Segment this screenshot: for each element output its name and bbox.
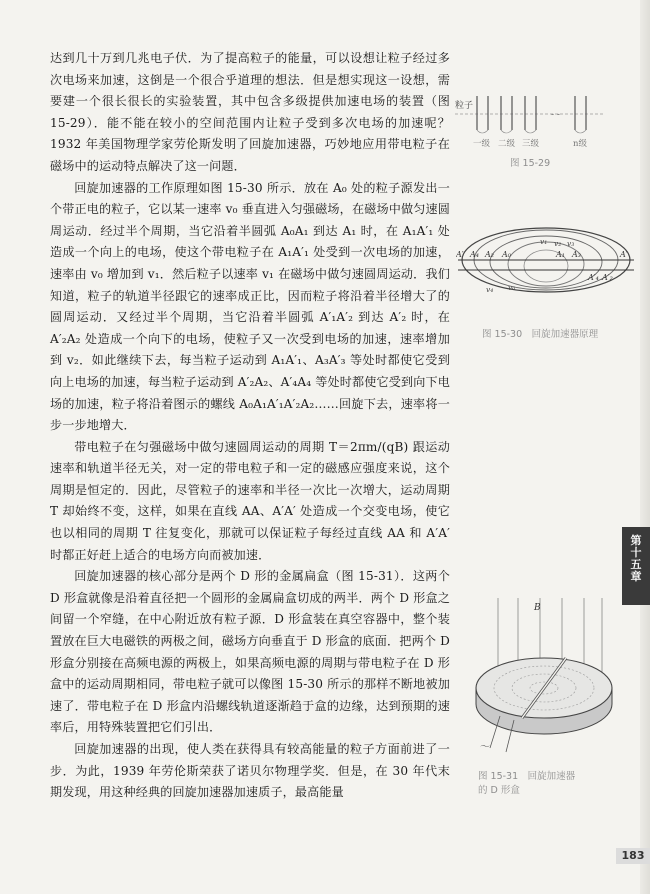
fig30-label-v2: v₂ [554,239,562,248]
svg-text:- -: - - [551,110,560,120]
chapter-tab-char-3: 五 [630,558,642,571]
chapter-tab-char-2: 十 [630,546,642,559]
chapter-tab-char-4: 章 [630,570,642,583]
fig30-label-v0: v₀ [508,283,516,292]
fig30-label-a0: A₀ [502,250,511,259]
fig30-label-a2: A₂ [485,250,494,259]
figure-15-30-diagram [456,222,636,322]
fig29-particle-label: 粒子 [455,101,474,111]
chapter-side-tab [622,527,650,605]
fig30-label-v4: v₄ [486,285,494,294]
fig29-stage-2: 二级 [498,139,516,148]
fig30-label-v1: v₁ [540,237,548,246]
fig30-label-a-prime-left: A′ [456,250,464,259]
fig30-label-a-prime-right: A′ [620,250,628,259]
chapter-tab-char-1: 第 [630,534,642,547]
paragraph-2: 回旋加速器的工作原理如图 15-30 所示．放在 A₀ 处的粒子源发出一个带正电的粒子，它以某一速率 v₀ 垂直进入匀强磁场，在磁场中做匀速圆周运动．经过半个周期，当它沿着半圆弧 A₀A₁ 到达 A₁ 时，在 A₁A′₁ 处造成一个向上的电场，使这个带电粒子在 A₁A′₁ 处受到一次电场的加速，速率由 v₀ 增加到 v₁．然后粒子以速率 v₁ 在磁场中做匀速圆周运动．我们知道，粒子的轨道半径跟它的速率成正比，因而粒子将沿着半径增大了的圆周运动．又经过半个周期，当它沿着半圆弧 A′₁A′₂ 到达 A′₂ 时，在 A′₂A₂ 处造成一个向下的电场，使粒子又一次受到电场的加速，速率增加到 v₂．如此继续下去，每当粒子运动到 A₁A′₁、A₃A′₃ 等处时都使它受到向上电场的加速，每当粒子运动到 A′₂A₂、A′₄A₄ 等处时都使它受到向下电场的加速，粒子将沿着图示的螺线 A₀A₁A′₁A′₂A₂……回旋下去，速率将一步一步地增大． [50,180,450,433]
page-number: 183 [616,848,650,864]
paragraph-3: 带电粒子在匀强磁场中做匀速圆周运动的周期 T＝2πm/(qB) 跟运动速率和轨道半径无关，对一定的带电粒子和一定的磁感应强度来说，这个周期是恒定的．因此，尽管粒子的速率和半径一次比一次增大，运动周期 T 却始终不变，这样，如果在直线 AA、A′A′ 处造成一个交变电场，使它也以相同的周期 T 往复变化，那就可以保证粒子每经过直线 AA 和 A′A′ 时都正好赶上适合的电场方向而被加速． [50,439,450,562]
fig31-source-symbol: ～ [480,742,490,753]
figure-15-29-diagram [455,92,615,148]
figure-15-30-caption: 图 15-30 回旋加速器原理 [482,329,599,340]
page-edge-strip [640,0,650,894]
paragraph-5: 回旋加速器的出现，使人类在获得具有较高能量的粒子方面前进了一步．为此，1939 年劳伦斯荣获了诺贝尔物理学奖．但是，在 30 年代末期发现，用这种经典的回旋加速器加速质子，最高能量 [50,742,450,800]
fig29-stage-1: 一级 [473,139,491,148]
fig30-label-a4-prime: A′₄ [588,273,599,282]
figure-15-31-caption-line-2: 的 D 形盒 [478,785,520,796]
main-text-column [50,48,450,804]
figure-15-31-caption-line-1: 图 15-31 回旋加速器 [478,771,576,782]
fig30-label-a1: A₁ [556,250,565,259]
paragraph-1: 达到几十万到几兆电子伏．为了提高粒子的能量，可以设想让粒子经过多次电场来加速，这倒是一个很合乎道理的想法．但是想实现这一设想，需要建一个很长很长的实验装置，其中包含多级提供加速电场的装置（图 15-29）．能不能在较小的空间范围内让粒子受到多次电场的加速呢？1932 年美国物理学家劳伦斯发明了回旋加速器，巧妙地应用带电粒子在磁场中的运动特点解决了这一问题． [50,51,450,173]
fig31-field-label: B [534,603,541,613]
paragraph-4: 回旋加速器的核心部分是两个 D 形的金属扁盒（图 15-31）．这两个 D 形盒就像是沿着直径把一个圆形的金属扁盒切成的两半．两个 D 形盒之间留一个窄缝，在中心附近放有粒子源．D 形盒装在真空容器中，整个装置放在巨大电磁铁的两极之间，磁场方向垂直于 D 形盒的底面．把两个 D 形盒分别接在高频电源的两极上，如果高频电源的周期与带电粒子在 D 形盒中的运动周期相同，带电粒子就可以像图 15-30 所示的那样不断地被加速了．带电粒子在 D 形盒内沿螺线轨道逐渐趋于盒的边缘，达到预期的速率后，用特殊装置把它们引出． [50,569,450,735]
fig29-stage-3: 三级 [522,139,540,148]
fig30-label-a2-prime: A′₂ [602,273,613,282]
fig30-label-a4: A₄ [470,250,479,259]
fig30-label-v3: v₃ [567,239,575,248]
figure-15-29-caption: 图 15-29 [510,158,551,169]
fig30-label-a3: A₃ [572,250,581,259]
figure-15-31-caption [478,770,575,798]
fig29-stage-n: n级 [573,139,587,148]
figure-15-31-diagram [470,598,620,756]
